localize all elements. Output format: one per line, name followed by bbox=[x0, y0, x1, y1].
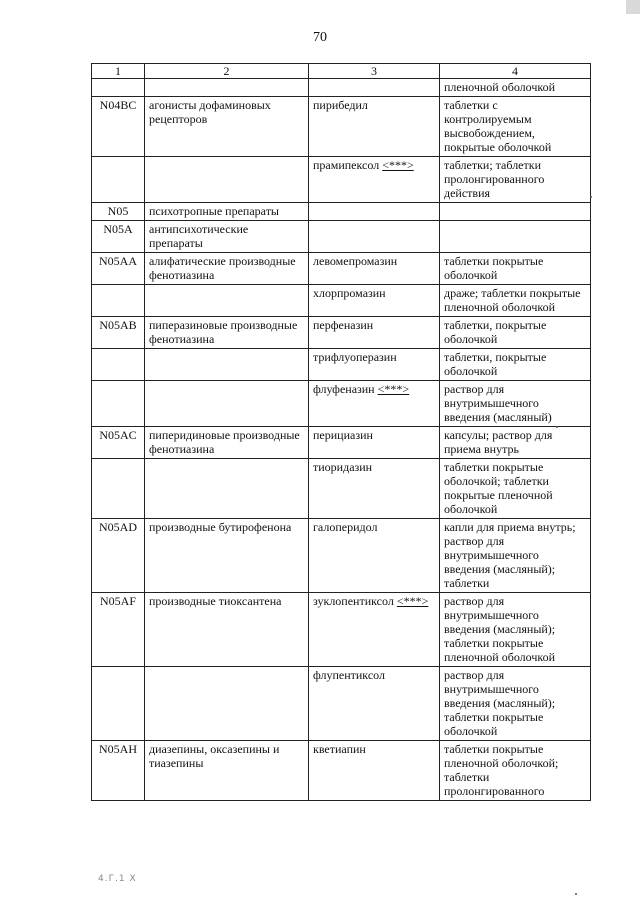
pharmacological-group-cell: антипсихотические препараты bbox=[145, 221, 309, 253]
atc-code-cell bbox=[92, 459, 145, 519]
dosage-form-cell: капсулы; раствор для приема внутрь bbox=[440, 427, 591, 459]
atc-code-cell: N05 bbox=[92, 203, 145, 221]
pharmacological-group-cell: пиперазиновые производные фенотиазина bbox=[145, 317, 309, 349]
drug-name-cell bbox=[309, 317, 440, 349]
page-number: 70 bbox=[313, 30, 327, 45]
atc-code-cell bbox=[92, 79, 145, 97]
drug-name-text: кветиапин bbox=[313, 742, 366, 756]
pharmacological-group-cell: агонисты дофаминовых рецепторов bbox=[145, 97, 309, 157]
atc-code-cell: N05AD bbox=[92, 519, 145, 593]
table-row bbox=[92, 519, 591, 593]
drug-name-text: флупентиксол bbox=[313, 668, 385, 682]
drug-name-cell bbox=[309, 221, 440, 253]
table-row bbox=[92, 285, 591, 317]
scan-speck bbox=[590, 196, 592, 198]
atc-code-cell: N05AA bbox=[92, 253, 145, 285]
drug-name-cell bbox=[309, 519, 440, 593]
restriction-mark: <***> bbox=[396, 594, 429, 608]
table-row bbox=[92, 667, 591, 741]
drug-name-text: перициазин bbox=[313, 428, 373, 442]
pharmacological-group-cell: психотропные препараты bbox=[145, 203, 309, 221]
drug-name-text: тиоридазин bbox=[313, 460, 373, 474]
scan-speck bbox=[575, 893, 577, 895]
table-row bbox=[92, 427, 591, 459]
table-row bbox=[92, 349, 591, 381]
restriction-mark: <***> bbox=[377, 382, 410, 396]
table-body bbox=[92, 79, 591, 801]
dosage-form-cell bbox=[440, 221, 591, 253]
table-row bbox=[92, 97, 591, 157]
drug-name-cell bbox=[309, 741, 440, 801]
column-header-2: 2 bbox=[145, 64, 309, 79]
drug-name-cell bbox=[309, 79, 440, 97]
drug-name-text: флуфеназин bbox=[313, 382, 378, 396]
dosage-form-cell: таблетки покрытые оболочкой bbox=[440, 253, 591, 285]
drug-name-text: зуклопентиксол bbox=[313, 594, 397, 608]
dosage-form-cell: раствор для внутримышечного введения (масляный); таблетки покрытые оболочкой bbox=[440, 667, 591, 741]
drug-name-cell bbox=[309, 667, 440, 741]
footer-mark: 4.Г.1 Х bbox=[98, 874, 137, 884]
pharmacological-group-cell: пиперидиновые производные фенотиазина bbox=[145, 427, 309, 459]
atc-code-cell: N05AH bbox=[92, 741, 145, 801]
table-row bbox=[92, 317, 591, 349]
table-row bbox=[92, 157, 591, 203]
dosage-form-cell: таблетки, покрытые оболочкой bbox=[440, 317, 591, 349]
restriction-mark: <***> bbox=[382, 158, 414, 172]
column-header-4: 4 bbox=[440, 64, 591, 79]
atc-code-cell: N05A bbox=[92, 221, 145, 253]
table-row bbox=[92, 741, 591, 801]
dosage-form-cell: таблетки покрытые оболочкой; таблетки покрытые пленочной оболочкой bbox=[440, 459, 591, 519]
drug-name-text: перфеназин bbox=[313, 318, 374, 332]
drug-name-cell bbox=[309, 427, 440, 459]
atc-code-cell: N04BC bbox=[92, 97, 145, 157]
atc-code-cell: N05AC bbox=[92, 427, 145, 459]
drug-name-cell bbox=[309, 253, 440, 285]
table-row bbox=[92, 381, 591, 427]
pharmacological-group-cell bbox=[145, 459, 309, 519]
drug-name-cell bbox=[309, 593, 440, 667]
pharmacological-group-cell bbox=[145, 157, 309, 203]
dosage-form-cell: капли для приема внутрь; раствор для внутримышечного введения (масляный); таблетки bbox=[440, 519, 591, 593]
dosage-form-cell: таблетки, покрытые оболочкой bbox=[440, 349, 591, 381]
dosage-form-cell: таблетки с контролируемым высвобождением, покрытые оболочкой bbox=[440, 97, 591, 157]
drug-name-cell bbox=[309, 203, 440, 221]
drug-name-text: левомепромазин bbox=[313, 254, 398, 268]
drug-name-cell bbox=[309, 285, 440, 317]
dosage-form-cell: таблетки покрытые пленочной оболочкой; таблетки пролонгированного bbox=[440, 741, 591, 801]
drug-name-cell bbox=[309, 349, 440, 381]
drug-name-text: хлорпромазин bbox=[313, 286, 386, 300]
drug-table bbox=[91, 63, 591, 801]
dosage-form-cell: драже; таблетки покрытые пленочной оболочкой bbox=[440, 285, 591, 317]
drug-name-text: прамипексол bbox=[313, 158, 383, 172]
drug-name-cell bbox=[309, 97, 440, 157]
pharmacological-group-cell bbox=[145, 285, 309, 317]
table-row bbox=[92, 459, 591, 519]
atc-code-cell bbox=[92, 667, 145, 741]
pharmacological-group-cell bbox=[145, 349, 309, 381]
pharmacological-group-cell bbox=[145, 79, 309, 97]
dosage-form-cell: пленочной оболочкой bbox=[440, 79, 591, 97]
atc-code-cell bbox=[92, 381, 145, 427]
drug-name-cell bbox=[309, 459, 440, 519]
dosage-form-cell: таблетки; таблетки пролонгированного действия bbox=[440, 157, 591, 203]
drug-name-cell bbox=[309, 157, 440, 203]
table-row bbox=[92, 221, 591, 253]
pharmacological-group-cell: производные бутирофенона bbox=[145, 519, 309, 593]
drug-name-text: пирибедил bbox=[313, 98, 368, 112]
table-row bbox=[92, 203, 591, 221]
dosage-form-cell: раствор для внутримышечного введения (масляный); таблетки покрытые пленочной оболочкой bbox=[440, 593, 591, 667]
scan-speck bbox=[556, 426, 558, 428]
atc-code-cell bbox=[92, 285, 145, 317]
atc-code-cell: N05AB bbox=[92, 317, 145, 349]
column-header-1: 1 bbox=[92, 64, 145, 79]
table-row bbox=[92, 79, 591, 97]
scan-corner-mark bbox=[626, 0, 640, 14]
pharmacological-group-cell bbox=[145, 381, 309, 427]
drug-name-text: галоперидол bbox=[313, 520, 378, 534]
table-row bbox=[92, 253, 591, 285]
dosage-form-cell: раствор для внутримышечного введения (масляный) bbox=[440, 381, 591, 427]
pharmacological-group-cell: алифатические производные фенотиазина bbox=[145, 253, 309, 285]
drug-name-text: трифлуоперазин bbox=[313, 350, 397, 364]
table-row bbox=[92, 593, 591, 667]
atc-code-cell bbox=[92, 157, 145, 203]
pharmacological-group-cell: производные тиоксантена bbox=[145, 593, 309, 667]
pharmacological-group-cell: диазепины, оксазепины и тиазепины bbox=[145, 741, 309, 801]
dosage-form-cell bbox=[440, 203, 591, 221]
pharmacological-group-cell bbox=[145, 667, 309, 741]
table-header-row bbox=[92, 64, 591, 79]
drug-name-cell bbox=[309, 381, 440, 427]
atc-code-cell: N05AF bbox=[92, 593, 145, 667]
column-header-3: 3 bbox=[309, 64, 440, 79]
atc-code-cell bbox=[92, 349, 145, 381]
